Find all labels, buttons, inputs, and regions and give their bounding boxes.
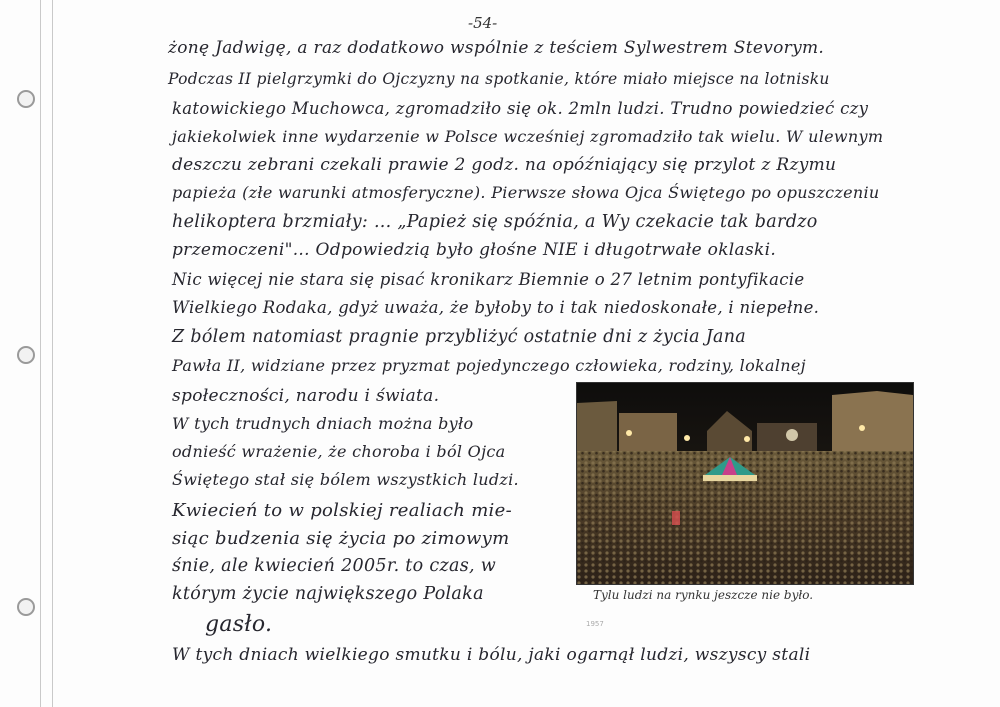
- text-line: W tych dniach wielkiego smutku i bólu, jaki ogarnął ludzi, wszyscy stali: [172, 645, 811, 665]
- binder-hole: [17, 346, 35, 364]
- text-line: żonę Jadwigę, a raz dodatkowo wspólnie z teściem Sylwestrem Stevorym.: [168, 38, 825, 58]
- text-line: przemoczeni"... Odpowiedzią było głośne NIE i długotrwałe oklaski.: [172, 240, 777, 260]
- text-line: gasło.: [205, 612, 273, 637]
- binder-hole: [17, 90, 35, 108]
- text-line: Podczas II pielgrzymki do Ojczyzny na spotkanie, które miało miejsce na lotnisku: [168, 70, 830, 88]
- text-line: społeczności, narodu i świata.: [172, 386, 440, 406]
- photo-stamp: 1957: [586, 620, 604, 628]
- text-line: Wielkiego Rodaka, gdyż uważa, że byłoby to i tak niedoskonałe, i niepełne.: [172, 298, 820, 317]
- crowd-photo: [576, 382, 914, 585]
- text-line: odnieść wrażenie, że choroba i ból Ojca: [172, 442, 506, 461]
- text-line: W tych trudnych dniach można było: [172, 414, 474, 433]
- margin-line: [40, 0, 41, 707]
- text-line: Nic więcej nie stara się pisać kronikarz Biemnie o 27 letnim pontyfikacie: [172, 270, 805, 289]
- text-line: Kwiecień to w polskiej realiach mie-: [172, 500, 512, 521]
- text-line: śnie, ale kwiecień 2005r. to czas, w: [172, 556, 496, 576]
- text-line: Z bólem natomiast pragnie przybliżyć ostatnie dni z życia Jana: [172, 327, 747, 347]
- text-line: deszczu zebrani czekali prawie 2 godz. na opóźniający się przylot z Rzymu: [172, 155, 837, 175]
- text-line: helikoptera brzmiały: ... „Papież się spóźnia, a Wy czekacie tak bardzo: [172, 212, 818, 232]
- page-number: -54-: [468, 14, 498, 32]
- text-line: papieża (złe warunki atmosferyczne). Pierwsze słowa Ojca Świętego po opuszczeniu: [172, 183, 880, 202]
- text-line: Świętego stał się bólem wszystkich ludzi.: [172, 470, 519, 489]
- text-line: jakiekolwiek inne wydarzenie w Polsce wcześniej zgromadziło tak wielu. W ulewnym: [172, 127, 884, 146]
- margin-line-inner: [52, 0, 53, 707]
- text-line: siąc budzenia się życia po zimowym: [172, 528, 510, 549]
- photo-caption: Tylu ludzi na rynku jeszcze nie było.: [593, 588, 814, 602]
- text-line: katowickiego Muchowca, zgromadziło się ok. 2mln ludzi. Trudno powiedzieć czy: [172, 99, 869, 118]
- crowd-photo-image: [577, 383, 913, 584]
- binder-hole: [17, 598, 35, 616]
- text-line: Pawła II, widziane przez pryzmat pojedynczego człowieka, rodziny, lokalnej: [172, 356, 806, 375]
- text-line: którym życie największego Polaka: [172, 584, 484, 604]
